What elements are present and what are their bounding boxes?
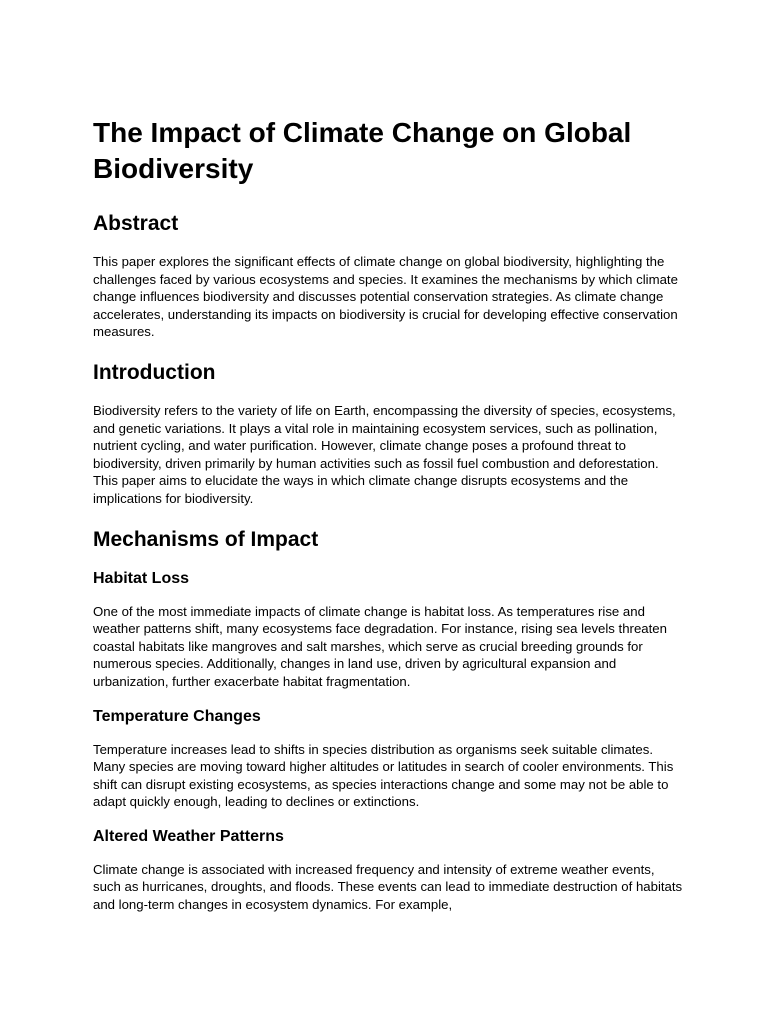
abstract-heading: Abstract (93, 212, 179, 235)
document-page (93, 115, 685, 914)
mechanisms-heading: Mechanisms of Impact (93, 527, 319, 551)
habitat-loss-paragraph: One of the most immediate impacts of climate change is habitat loss. As temperatures rise and weather patterns shift, many ecosystems face degradation. For instance, rising sea levels threaten coastal habitats like mangroves and salt marshes, which serve as crucial breeding grounds for numerous species. Additionally, changes in land use, driven by agricultural expansion and urbanization, further exacerbate habitat fragmentation. (93, 603, 667, 689)
abstract-paragraph: This paper explores the significant effects of climate change on global biodiversity, highlighting the challenges faced by various ecosystems and species. It examines the mechanisms by which climate change influences biodiversity and discusses potential conservation strategies. As climate change accelerates, understanding its impacts on biodiversity is crucial for developing effective conservation measures. (93, 254, 678, 340)
temperature-changes-heading: Temperature Changes (93, 707, 261, 725)
habitat-loss-heading: Habitat Loss (93, 569, 190, 587)
introduction-paragraph: Biodiversity refers to the variety of life on Earth, encompassing the diversity of species, ecosystems, and genetic variations. It plays a vital role in maintaining ecosystem services, such as pollination, nutrient cycling, and water purification. However, climate change poses a profound threat to biodiversity, driven primarily by human activities such as fossil fuel combustion and deforestation. This paper aims to elucidate the ways in which climate change disrupts ecosystems and the implications for biodiversity. (93, 402, 676, 506)
altered-weather-heading: Altered Weather Patterns (93, 827, 284, 845)
introduction-heading: Introduction (93, 360, 216, 384)
altered-weather-paragraph: Climate change is associated with increased frequency and intensity of extreme weather events, such as hurricanes, droughts, and floods. These events can lead to immediate destruction of habitats and long-term changes in ecosystem dynamics. For example, (93, 861, 683, 913)
paper-title: The Impact of Climate Change on Global Biodiversity (93, 117, 632, 184)
temperature-changes-paragraph: Temperature increases lead to shifts in species distribution as organisms seek suitable climates. Many species are moving toward higher altitudes or latitudes in search of cooler environments. This shift can disrupt existing ecosystems, as species interactions change and some may not be able to adapt quickly enough, leading to declines or extinctions. (93, 741, 674, 810)
